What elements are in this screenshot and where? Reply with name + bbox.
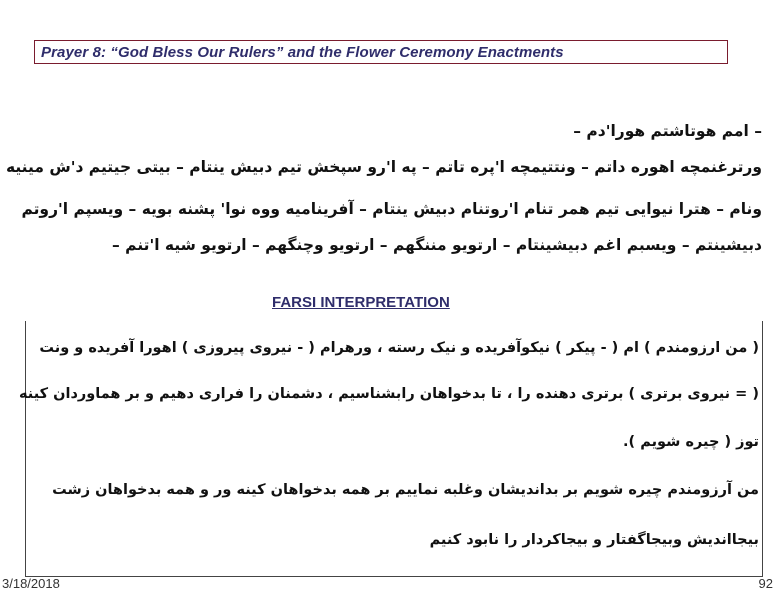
farsi-interpretation-text	[19, 334, 759, 574]
avestan-line: ورترغنمچه اهوره داتم – ونتتیمچه ا'پره تاتم – په ا'رو سپخش تیم دبیش ینتام – بیتی جیتیم د'ش مینیه	[5, 158, 762, 176]
title-box	[34, 40, 728, 64]
farsi-line: ( من ارزومندم ) ام ( - پیکر ) نیکوآفریده و نیک رسته ، ورهرام ( - نیروی پیروزی ) اهورا آفریده و ونت	[39, 340, 759, 356]
avestan-line: دبیشینتم – ویسبم اغم دبیشینتام – ارتویو مننگهم – ارتویو وچنگهم – ارتویو شیه ا'تنم –	[112, 236, 762, 254]
farsi-line: من آرزومندم چیره شویم بر بداندیشان وغلبه نماییم بر همه بدخواهان کینه ور و همه بدخواهان زشت	[52, 482, 759, 498]
avestan-line: – امم هوتاشتم هورا'دم –	[573, 122, 762, 140]
farsi-line: ( = نیروی برتری ) برتری دهنده را ، تا بدخواهان رابشناسیم ، دشمنان را فراری دهیم و بر هماوردان کینه	[19, 386, 759, 402]
slide-title: Prayer 8: “God Bless Our Rulers” and the Flower Ceremony Enactments	[41, 44, 564, 61]
farsi-line: بیجااندیش وبیجاگفتار و بیجاکردار را نابود کنیم	[429, 532, 759, 548]
page-number: 92	[758, 576, 773, 591]
footer-date: 3/18/2018	[2, 576, 60, 591]
farsi-line: توز ( چیره شویم ).	[623, 434, 759, 450]
farsi-interpretation-heading: FARSI INTERPRETATION	[272, 294, 450, 311]
avestan-line: ونام – هترا نیوایی تیم همر تنام ا'روتنام دبیش ینتام – آفریناميه ووه نوا' پشنه بویه – ویسپم ا'روتم	[21, 200, 762, 218]
avestan-prayer-text	[5, 118, 762, 268]
